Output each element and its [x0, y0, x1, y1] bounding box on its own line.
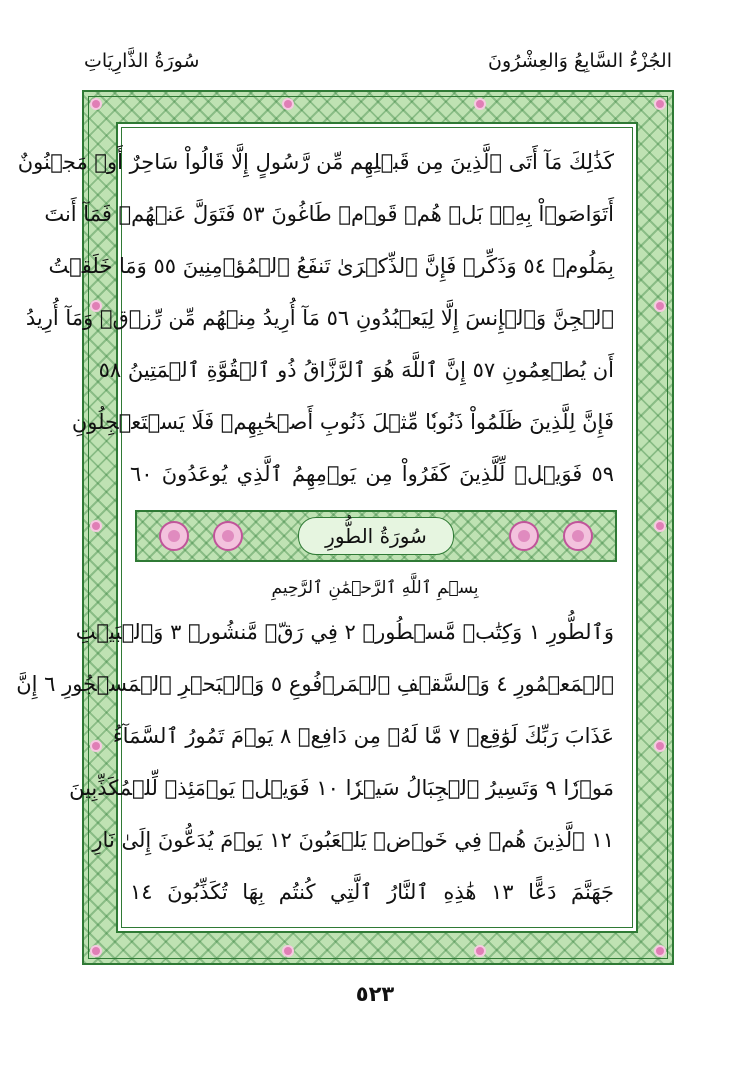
rosette-icon — [284, 100, 292, 108]
rosette-icon — [92, 947, 100, 955]
verse-line: بِمَلُومٖ ٥٤ وَذَكِّرۡ فَإِنَّ ٱلذِّكۡرَىٰ تَنفَعُ ٱلۡمُؤۡمِنِينَ ٥٥ وَمَا خَلَقۡتُ — [48, 254, 614, 278]
verse-line: فَإِنَّ لِلَّذِينَ ظَلَمُواْ ذَنُوبٗا مِّثۡلَ ذَنُوبِ أَصۡحَٰبِهِمۡ فَلَا يَسۡتَعۡجِلُونِ — [71, 410, 614, 434]
rosette-icon — [656, 742, 664, 750]
verse-line: ٱلۡمَعۡمُورِ ٤ وَٱلسَّقۡفِ ٱلۡمَرۡفُوعِ ٥ وَٱلۡبَحۡرِ ٱلۡمَسۡجُورِ ٦ إِنَّ — [16, 672, 614, 696]
rosette-icon — [656, 522, 664, 530]
page-number: ٥٢٣ — [355, 982, 395, 1006]
surah-header: سُورَةُ الذَّارِيَاتِ — [84, 50, 200, 72]
surah-title: سُورَةُ الطُّورِ — [298, 517, 454, 555]
medallion-icon — [563, 521, 593, 551]
rosette-icon — [92, 100, 100, 108]
rosette-icon — [476, 947, 484, 955]
verse-line: كَذَٰلِكَ مَآ أَتَى ٱلَّذِينَ مِن قَبۡلِهِم مِّن رَّسُولٍ إِلَّا قَالُواْ سَاحِرٌ أَوۡ مَجۡنُونٌ — [17, 150, 614, 174]
verse-line: جَهَنَّمَ دَعًّا ١٣ هَٰذِهِ ٱلنَّارُ ٱلَّتِي كُنتُم بِهَا تُكَذِّبُونَ ١٤ — [130, 880, 614, 904]
verse-line: عَذَابَ رَبِّكَ لَوَٰقِعٞ ٧ مَّا لَهُۥ مِن دَافِعٖ ٨ يَوۡمَ تَمُورُ ٱلسَّمَآءُ — [112, 724, 614, 748]
verse-line: مَوۡرٗا ٩ وَتَسِيرُ ٱلۡجِبَالُ سَيۡرٗا ١٠ فَوَيۡلٞ يَوۡمَئِذٖ لِّلۡمُكَذِّبِينَ — [69, 776, 614, 800]
rosette-icon — [656, 947, 664, 955]
verse-line: أَن يُطۡعِمُونِ ٥٧ إِنَّ ٱللَّهَ هُوَ ٱلرَّزَّاقُ ذُو ٱلۡقُوَّةِ ٱلۡمَتِينُ ٥٨ — [98, 358, 614, 382]
verse-line: أَتَوَاصَوۡاْ بِهِۦۚ بَلۡ هُمۡ قَوۡمٞ طَاغُونَ ٥٣ فَتَوَلَّ عَنۡهُمۡ فَمَآ أَنتَ — [44, 202, 614, 226]
juz-header: الجُزْءُ السَّابِعُ وَالعِشْرُونَ — [487, 50, 672, 72]
rosette-icon — [92, 742, 100, 750]
medallion-icon — [213, 521, 243, 551]
rosette-icon — [476, 100, 484, 108]
medallion-icon — [159, 521, 189, 551]
basmala: بِسۡمِ ٱللَّهِ ٱلرَّحۡمَٰنِ ٱلرَّحِيمِ — [271, 578, 479, 598]
verse-line: ١١ ٱلَّذِينَ هُمۡ فِي خَوۡضٖ يَلۡعَبُونَ ١٢ يَوۡمَ يُدَعُّونَ إِلَىٰ نَارِ — [92, 828, 614, 852]
medallion-icon — [509, 521, 539, 551]
verse-line: ٥٩ فَوَيۡلٞ لِّلَّذِينَ كَفَرُواْ مِن يَوۡمِهِمُ ٱلَّذِي يُوعَدُونَ ٦٠ — [130, 462, 614, 486]
rosette-icon — [284, 947, 292, 955]
verse-line: ٱلۡجِنَّ وَٱلۡإِنسَ إِلَّا لِيَعۡبُدُونِ ٥٦ مَآ أُرِيدُ مِنۡهُم مِّن رِّزۡقٖ وَمَآ أُرِيدُ — [25, 306, 614, 330]
rosette-icon — [656, 302, 664, 310]
rosette-icon — [656, 100, 664, 108]
rosette-icon — [92, 522, 100, 530]
verse-line: وَٱلطُّورِ ١ وَكِتَٰبٖ مَّسۡطُورٖ ٢ فِي رَقّٖ مَّنشُورٖ ٣ وَٱلۡبَيۡتِ — [75, 620, 614, 644]
